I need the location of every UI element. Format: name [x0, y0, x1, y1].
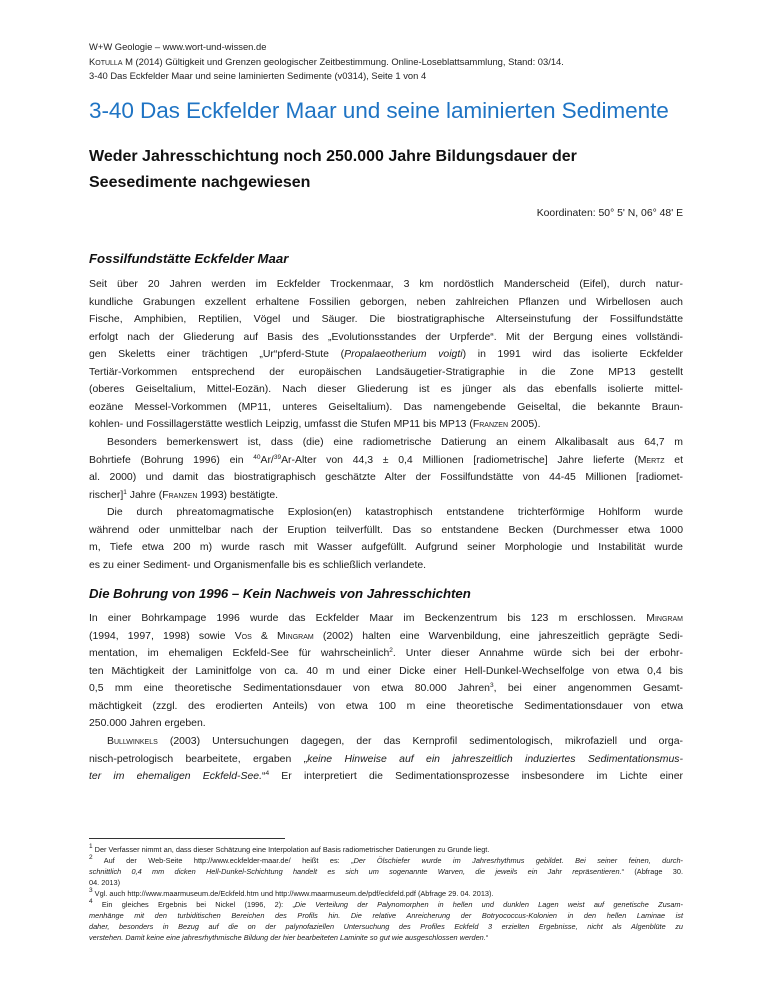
- page-header: [89, 40, 683, 84]
- paragraph: Die durch phreatomagmatische Explosion(en) katastrophisch entstandene trichterförmige Hohlform wurde während oder unmittelbar nach der Eruption teilverfüllt. Das so entstandene Becken (Durchmesser etwa 1000 m, Tiefe etwa 200 m) wurde rasch mit Wasser aufgefüllt. Aufgrund seiner Morphologie und Instabilität wurde es zu einer Sediment- und Organismenfalle bis es schließlich verlandete.: [89, 507, 683, 571]
- paragraph: Besonders bemerkenswert ist, dass (die) eine radiometrische Datierung an einem Alkalibasalt aus 64,7 m Bohrtiefe (Bohrung 1996) ein $^{40}$Ar/$^{39}$Ar-Alter von 44,3 ± 0,4 Millionen [radiometrische] Jahre lieferte (Mertz et al. 2000) und damit das biostratigraphisch geschätzte Alter der Fossilfundstätte von 44-45 Millionen [radiomet- rischer]$^1$ Jahre (Franzen 1993) bestätigte.: [89, 437, 683, 501]
- header-line-3: 3-40 Das Eckfelder Maar und seine laminierten Sedimente (v0314), Seite 1 von 4: [89, 70, 427, 82]
- section-heading-fossilfundstaette: Fossilfundstätte Eckfelder Maar: [89, 251, 289, 266]
- footnote-3: $^3$ Vgl. auch http://www.maarmuseum.de/Eckfeld.htm und http://www.maarmuseum.de/pdf/eckfeld.pdf (Abfrage 29. 04. 2013).: [89, 887, 494, 898]
- coordinates: Koordinaten: 50° 5' N, 06° 48' E: [536, 208, 683, 219]
- footnote-ref: 2: [389, 647, 393, 654]
- header-author: Kotulla: [89, 55, 123, 67]
- page-title: 3-40 Das Eckfelder Maar und seine laminierten Sedimente: [89, 98, 669, 123]
- header-line-1: W+W Geologie – www.wort-und-wissen.de: [89, 41, 267, 52]
- page-subtitle: Weder Jahresschichtung noch 250.000 Jahre Bildungsdauer der Seesedimente nachgewiesen: [89, 148, 577, 191]
- footnote-1: $^1$ Der Verfasser nimmt an, dass dieser Schätzung eine Interpolation auf Basis radiometrischer Datierungen zu Grunde liegt.: [89, 843, 490, 854]
- paragraph: Seit über 20 Jahren werden im Eckfelder Trockenmaar, 3 km nordöstlich Manderscheid (Eifel), durch natur- kundliche Grabungen exzellent erhaltene Fossilien geborgen, neben zahlreichen Pflanzen und Wirbellosen auch Fische, Amphibien, Reptilien, Vögel und Säuger. Die biostratigraphische Alterseinstufung der Fossilfundstätte erfolgt nach der Gliederung auf Basis des „Evolutionsstandes der Urpferde“. Mit der Bergung eines vollständi- gen Skeletts einer trächtigen „Ur“pferd-Stute (Propalaeotherium voigti) in 1991 wird das isolierte Eckfelder Tertiär-Vorkommen entsprechend der europäischen Landsäugetier-Stratigraphie in die Zone MP13 gestellt (oberes Geiseltalium, Mittel-Eozän). Nach dieser Gliederung ist es jünger als das ebenfalls isolierte mittel- eozäne Messel-Vorkommen (MP11, unteres Geiseltalium). Das namengebende Geiseltal, die bekannte Braun- kohlen- und Fossillagerstätte westlich Leipzig, umfasst die Stufen MP11 bis MP13 (Franzen 2005).: [89, 279, 683, 430]
- header-line-2: [89, 55, 683, 70]
- footnote-4: $^4$ Ein gleiches Ergebnis bei Nickel (1996, 2): „Die Verteilung der Palynomorphen in hellen und dunklen Lagen weist auf genetische Zusam-: [89, 898, 683, 909]
- section-heading-bohrung-1996: Die Bohrung von 1996 – Kein Nachweis von Jahresschichten: [89, 586, 471, 601]
- footnote-separator: [89, 838, 285, 839]
- footnote-ref: 4: [265, 770, 270, 777]
- paragraph: Bullwinkels (2003) Untersuchungen dagegen, der das Kernprofil sedimentologisch, mikrofaziell und orga- nisch-petrologisch bearbeitete, ergaben „keine Hinweise auf ein jahreszeitlich induziertes Sedimentationsmus- ter im ehemaligen Eckfeld-See.“$^4$ Er interpretiert die Sedimentationsprozesse insbesondere im Lichte einer: [89, 736, 683, 782]
- footnote-2: $^2$ Auf der Web-Seite http://www.eckfelder-maar.de/ heißt es: „Der Ölschiefer wurde im Jahresrhythmus gebildet. Bei seiner feinen, durch-: [89, 854, 684, 865]
- footnotes: $^1$ Der Verfasser nimmt an, dass dieser Schätzung eine Interpolation auf Basis radiometrischer Datierungen zu Grunde liegt. $^2$ Auf der Web-Seite http://www.eckfelder-maar.de/ heißt es: „Der Ölschiefer wurde im Jahresrhythmus gebildet. Bei seiner feinen, durch- schnittlich 0,4 mm dicken Hell-Dunkel-Schichtung handelt es sich um sogenannte Warven, die jeweils ein Jahr repräsentieren.“ (Abfrage 30. 04. 2013) $^3$ Vgl. auch http://www.maarmuseum.de/Eckfeld.htm und http://www.maarmuseum.de/pdf/eckfeld.pdf (Abfrage 29. 04. 2013). $^4$ Ein gleiches Ergebnis bei Nickel (1996, 2): „Die Verteilung der Palynomorphen in hellen und dunklen Lagen weist auf genetische Zusam- menhänge mit den turbiditischen Bereichen des Profils hin. Die relative Anreicherung der Botryococcus-Kolonien in den hellen Laminae ist daher, besonders in Bezug auf die on der palynofaziellen Untersuchung des Profiles Eckfeld 3 erzielten Ergebnisse, nicht als Algenblüte zu verstehen. Damit keine eine jahresrhythmische Bildung der hier bearbeiteten Laminite so gut wie ausgeschlossen werden.“: [89, 843, 684, 942]
- paragraph: In einer Bohrkampage 1996 wurde das Eckfelder Maar im Beckenzentrum bis 123 m erschlossen. Mingram (1994, 1997, 1998) sowie Vos & Mingram (2002) halten eine Warvenbildung, eine jahreszeitlich geprägte Sedi- mentation, im ehemaligen Eckfeld-See für wahrscheinlich$^2$. Unter dieser Annahme würde sich bei der erbohr- ten Mächtigkeit der Laminitfolge von ca. 40 m und einer Dicke einer Hell-Dunkel-Wechselfolge von etwa 0,4 bis 0,5 mm eine theoretische Sedimentationsdauer von etwa 80.000 Jahren$^3$, bei einer angenommen Gesamt- mächtigkeit (zzgl. des erodierten Anteils) von etwa 100 m eine theoretische Sedimentationsdauer von etwa 250.000 Jahren ergeben.: [89, 613, 684, 729]
- header-citation: M (2014) Gültigkeit und Grenzen geologischer Zeitbestimmung. Online-Loseblattsammlung, Stand: 03/14.: [122, 55, 564, 67]
- footnote-ref: 1: [123, 488, 127, 496]
- footnote-ref: 3: [489, 682, 494, 689]
- species-name: Propalaeotherium voigti: [344, 349, 463, 360]
